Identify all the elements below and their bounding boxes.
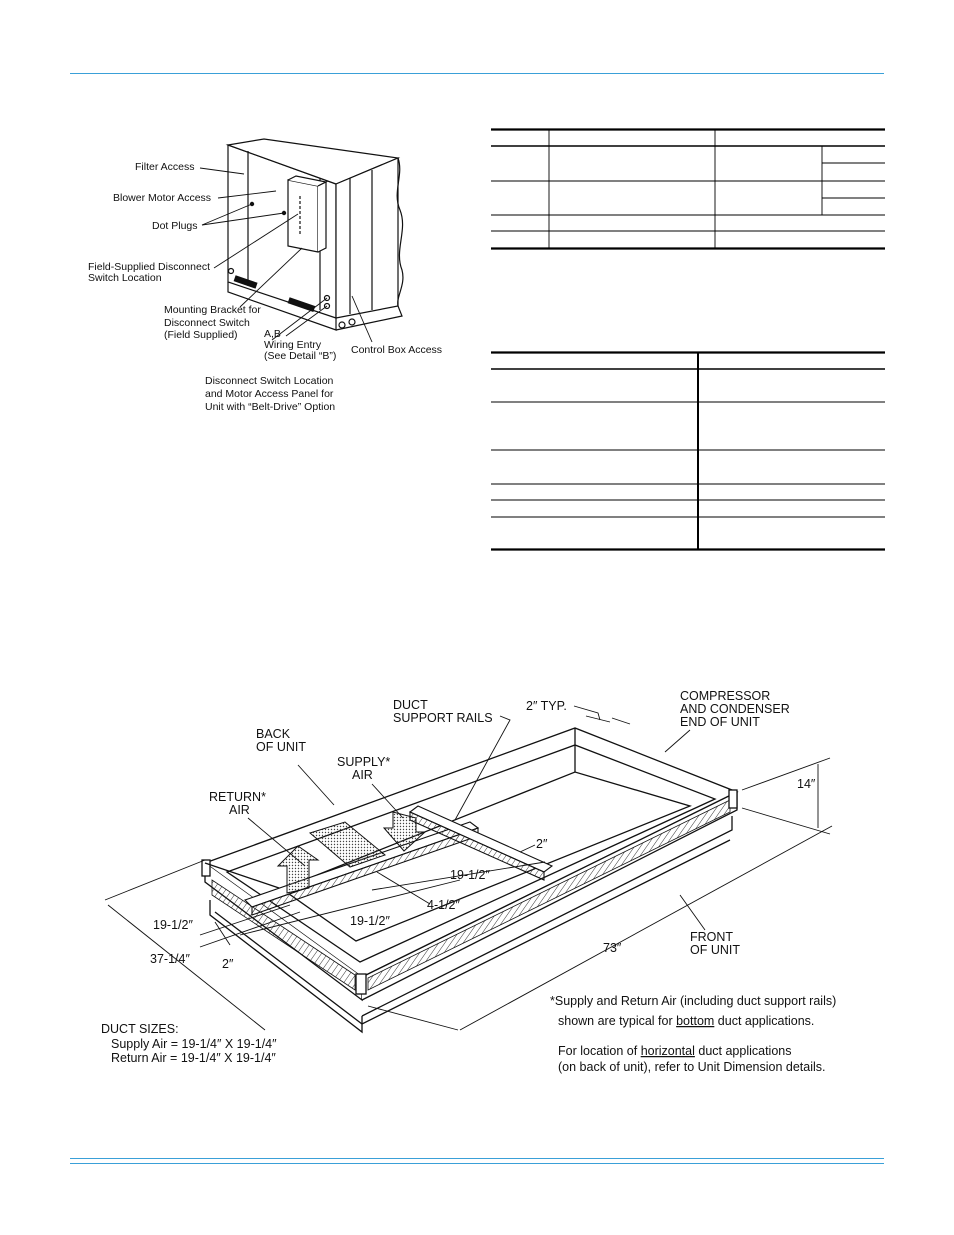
label-wiring-line1: A,B xyxy=(264,328,281,340)
label-dot-plugs: Dot Plugs xyxy=(152,220,198,232)
label-front-2: OF UNIT xyxy=(690,943,740,957)
label-dim-2-left: 2″ xyxy=(222,957,234,971)
label-front-1: FRONT xyxy=(690,930,734,944)
label-filter-access: Filter Access xyxy=(135,161,195,173)
label-note-3 xyxy=(558,1044,791,1058)
label-bracket-line3: (Field Supplied) xyxy=(164,329,238,341)
caption-line2: and Motor Access Panel for xyxy=(205,388,334,400)
table-2-grid xyxy=(491,353,885,550)
label-back-2: OF UNIT xyxy=(256,740,306,754)
label-dim-3714: 37-1/4″ xyxy=(150,952,190,966)
label-wiring-line2: Wiring Entry xyxy=(264,339,322,351)
unit-illustration xyxy=(228,139,403,330)
note-3-underlined: horizontal xyxy=(640,1044,695,1058)
label-dim-73: 73″ xyxy=(603,941,622,955)
label-dim-412: 4-1/2″ xyxy=(427,898,460,912)
label-supply-size: Supply Air = 19-1/4″ X 19-1/4″ xyxy=(111,1037,277,1051)
label-return-1: RETURN* xyxy=(209,790,266,804)
label-bracket-line2: Disconnect Switch xyxy=(164,317,250,329)
table-1-grid xyxy=(491,130,885,249)
label-dim-1912-mid: 19-1/2″ xyxy=(350,914,390,928)
label-duct-rails-1: DUCT xyxy=(393,698,428,712)
label-note-2 xyxy=(558,1014,814,1028)
label-typ: 2″ TYP. xyxy=(526,699,567,713)
label-disconnect-line2: Switch Location xyxy=(88,272,162,284)
note-2-a: shown are typical for xyxy=(558,1014,677,1028)
note-3-c: duct applications xyxy=(694,1044,792,1058)
label-supply-1: SUPPLY* xyxy=(337,755,391,769)
label-control-box-access: Control Box Access xyxy=(351,344,443,356)
label-back-1: BACK xyxy=(256,727,291,741)
label-duct-rails-2: SUPPORT RAILS xyxy=(393,711,493,725)
note-2-c: duct applications. xyxy=(714,1014,815,1028)
label-wiring-line3: (See Detail “B”) xyxy=(264,350,337,362)
label-disconnect-line1: Field-Supplied Disconnect xyxy=(88,261,210,273)
note-3-a: For location of xyxy=(558,1044,641,1058)
caption-line1: Disconnect Switch Location xyxy=(205,375,334,387)
caption-line3: Unit with “Belt-Drive” Option xyxy=(205,401,336,413)
label-dim-1912-left: 19-1/2″ xyxy=(153,918,193,932)
label-compressor-2: AND CONDENSER xyxy=(680,702,790,716)
label-note-1: *Supply and Return Air (including duct support rails) xyxy=(550,994,837,1008)
label-bracket-line1: Mounting Bracket for xyxy=(164,304,261,316)
label-dim-2-right: 2″ xyxy=(536,837,548,851)
label-dim-14: 14″ xyxy=(797,777,816,791)
label-dim-1912-top: 19-1/2″ xyxy=(450,868,490,882)
label-return-size: Return Air = 19-1/4″ X 19-1/4″ xyxy=(111,1051,276,1065)
label-duct-sizes: DUCT SIZES: xyxy=(101,1022,179,1036)
label-compressor-3: END OF UNIT xyxy=(680,715,760,729)
label-supply-2: AIR xyxy=(352,768,373,782)
label-note-4: (on back of unit), refer to Unit Dimension details. xyxy=(558,1060,826,1074)
note-2-underlined: bottom xyxy=(676,1014,715,1028)
label-return-2: AIR xyxy=(229,803,250,817)
label-compressor-1: COMPRESSOR xyxy=(680,689,771,703)
label-blower-motor-access: Blower Motor Access xyxy=(113,192,212,204)
